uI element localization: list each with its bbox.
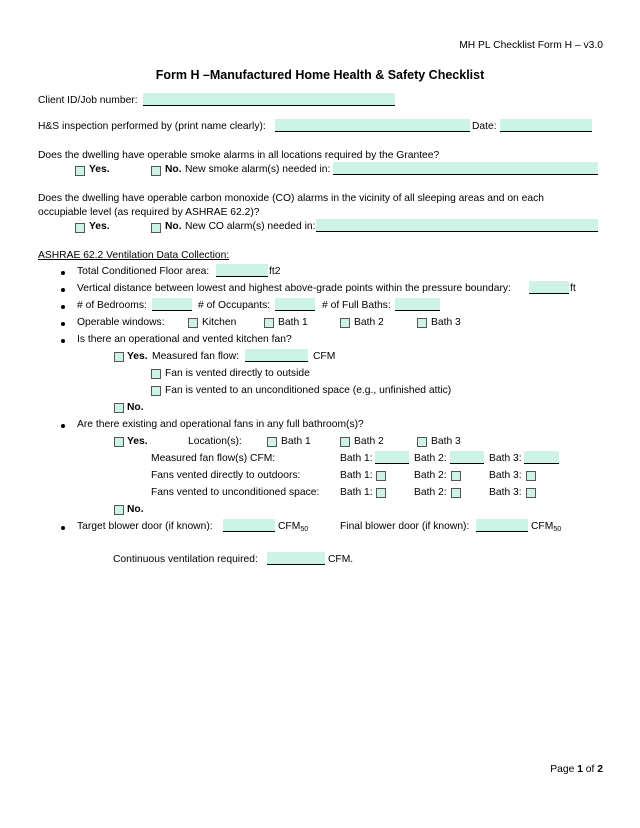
smoke-no-label: No. xyxy=(165,164,182,175)
window-kitchen-label: Kitchen xyxy=(202,317,237,328)
bullet xyxy=(61,339,65,343)
window-bath3-checkbox[interactable] xyxy=(417,318,427,328)
flow-bath2-label: Bath 2: xyxy=(414,453,447,464)
bath-fans-yes-checkbox[interactable] xyxy=(114,437,124,447)
uncond-bath1-label: Bath 1: xyxy=(340,487,373,498)
flow-bath2-field[interactable] xyxy=(450,451,484,464)
bath-fans-no-label: No. xyxy=(127,504,144,515)
final-blower-field[interactable] xyxy=(476,519,528,532)
bath-fans-yes-label: Yes. xyxy=(127,436,148,447)
co-no-label: No. xyxy=(165,221,182,232)
vented-unconditioned-checkbox[interactable] xyxy=(151,386,161,396)
smoke-needed-field[interactable] xyxy=(333,162,598,175)
uncond-bath2-label: Bath 2: xyxy=(414,487,447,498)
bath-fans-no-checkbox[interactable] xyxy=(114,505,124,515)
window-bath3-label: Bath 3 xyxy=(431,317,461,328)
location-bath2-label: Bath 2 xyxy=(354,436,384,447)
bullet xyxy=(61,424,65,428)
bullet xyxy=(61,288,65,292)
location-bath3-label: Bath 3 xyxy=(431,436,461,447)
page-number: Page 1 of 2 xyxy=(550,764,603,775)
kitchen-fan-yes-label: Yes. xyxy=(127,351,148,362)
inspector-label: H&S inspection performed by (print name clearly): xyxy=(38,121,266,132)
co-yes-label: Yes. xyxy=(89,221,110,232)
smoke-question: Does the dwelling have operable smoke alarms in all locations required by the Grantee? xyxy=(38,150,440,161)
measured-flow-field[interactable] xyxy=(245,349,308,362)
continuous-vent-label: Continuous ventilation required: xyxy=(113,554,258,565)
outdoors-bath3-label: Bath 3: xyxy=(489,470,522,481)
smoke-needed-label: New smoke alarm(s) needed in: xyxy=(185,164,331,175)
kitchen-fan-question: Is there an operational and vented kitchen fan? xyxy=(77,334,292,345)
flow-bath3-field[interactable] xyxy=(524,451,559,464)
measured-flow-label: Measured fan flow: xyxy=(152,351,239,362)
uncond-bath3-label: Bath 3: xyxy=(489,487,522,498)
floor-area-unit: ft2 xyxy=(269,266,281,277)
co-yes-checkbox[interactable] xyxy=(75,223,85,233)
floor-area-field[interactable] xyxy=(216,264,268,277)
location-bath1-label: Bath 1 xyxy=(281,436,311,447)
continuous-vent-field[interactable] xyxy=(267,552,325,565)
bedrooms-label: # of Bedrooms: xyxy=(77,300,147,311)
kitchen-fan-yes-checkbox[interactable] xyxy=(114,352,124,362)
target-blower-unit: $CFM_{50}$ xyxy=(278,521,309,533)
smoke-yes-checkbox[interactable] xyxy=(75,166,85,176)
target-blower-label: Target blower door (if known): xyxy=(77,521,213,532)
target-blower-field[interactable] xyxy=(223,519,275,532)
final-blower-label: Final blower door (if known): xyxy=(340,521,470,532)
kitchen-fan-no-label: No. xyxy=(127,402,144,413)
uncond-bath2-checkbox[interactable] xyxy=(451,488,461,498)
smoke-no-checkbox[interactable] xyxy=(151,166,161,176)
co-question-line1: Does the dwelling have operable carbon monoxide (CO) alarms in the vicinity of all sleeping areas and on each xyxy=(38,193,544,204)
location-bath3-checkbox[interactable] xyxy=(417,437,427,447)
outdoors-bath1-checkbox[interactable] xyxy=(376,471,386,481)
co-needed-label: New CO alarm(s) needed in: xyxy=(185,221,316,232)
vented-unconditioned-label: Fan is vented to an unconditioned space (e.g., unfinished attic) xyxy=(165,385,452,396)
co-no-checkbox[interactable] xyxy=(151,223,161,233)
occupants-label: # of Occupants: xyxy=(198,300,271,311)
outdoors-bath1-label: Bath 1: xyxy=(340,470,373,481)
location-bath1-checkbox[interactable] xyxy=(267,437,277,447)
smoke-yes-label: Yes. xyxy=(89,164,110,175)
window-bath2-checkbox[interactable] xyxy=(340,318,350,328)
vertical-distance-field[interactable] xyxy=(529,281,569,294)
occupants-field[interactable] xyxy=(275,298,315,311)
flow-bath1-field[interactable] xyxy=(375,451,409,464)
vented-outside-checkbox[interactable] xyxy=(151,369,161,379)
location-bath2-checkbox[interactable] xyxy=(340,437,350,447)
vented-outside-label: Fan is vented directly to outside xyxy=(165,368,310,379)
uncond-bath3-checkbox[interactable] xyxy=(526,488,536,498)
outdoors-bath3-checkbox[interactable] xyxy=(526,471,536,481)
inspector-name-field[interactable] xyxy=(275,119,470,132)
bath-fans-question: Are there existing and operational fans in any full bathroom(s)? xyxy=(77,419,364,430)
date-field[interactable] xyxy=(500,119,592,132)
co-question-line2: occupiable level (as required by ASHRAE 62.2)? xyxy=(38,207,260,218)
continuous-vent-unit: CFM. xyxy=(328,554,354,565)
window-bath1-label: Bath 1 xyxy=(278,317,308,328)
bedrooms-field[interactable] xyxy=(152,298,192,311)
window-kitchen-checkbox[interactable] xyxy=(188,318,198,328)
co-needed-field[interactable] xyxy=(316,219,598,232)
window-bath1-checkbox[interactable] xyxy=(264,318,274,328)
kitchen-fan-no-checkbox[interactable] xyxy=(114,403,124,413)
windows-label: Operable windows: xyxy=(77,317,165,328)
page-title: Form H –Manufactured Home Health & Safety Checklist xyxy=(155,68,485,82)
measured-flows-label: Measured fan flow(s) CFM: xyxy=(151,453,276,464)
outdoors-bath2-label: Bath 2: xyxy=(414,470,447,481)
measured-flow-unit: CFM xyxy=(313,351,336,362)
bullet xyxy=(61,305,65,309)
window-bath2-label: Bath 2 xyxy=(354,317,384,328)
flow-bath3-label: Bath 3: xyxy=(489,453,522,464)
final-blower-unit: $CFM_{50}$ xyxy=(531,521,562,533)
uncond-bath1-checkbox[interactable] xyxy=(376,488,386,498)
bullet xyxy=(61,526,65,530)
vented-outdoors-label: Fans vented directly to outdoors: xyxy=(151,470,301,481)
form-version: MH PL Checklist Form H – v3.0 xyxy=(459,40,603,51)
bullet xyxy=(61,271,65,275)
bullet xyxy=(61,322,65,326)
full-baths-label: # of Full Baths: xyxy=(322,300,391,311)
floor-area-label: Total Conditioned Floor area: xyxy=(77,266,210,277)
locations-label: Location(s): xyxy=(188,436,242,447)
flow-bath1-label: Bath 1: xyxy=(340,453,373,464)
vertical-distance-unit: ft xyxy=(570,283,576,294)
outdoors-bath2-checkbox[interactable] xyxy=(451,471,461,481)
ashrae-heading: ASHRAE 62.2 Ventilation Data Collection: xyxy=(38,250,230,261)
date-label: Date: xyxy=(472,121,497,132)
client-id-field[interactable] xyxy=(143,93,395,106)
client-id-label: Client ID/Job number: xyxy=(38,95,138,106)
vertical-distance-label: Vertical distance between lowest and highest above-grade points within the pressure boundary: xyxy=(77,283,511,294)
full-baths-field[interactable] xyxy=(395,298,440,311)
vented-unconditioned-space-label: Fans vented to unconditioned space: xyxy=(151,487,320,498)
